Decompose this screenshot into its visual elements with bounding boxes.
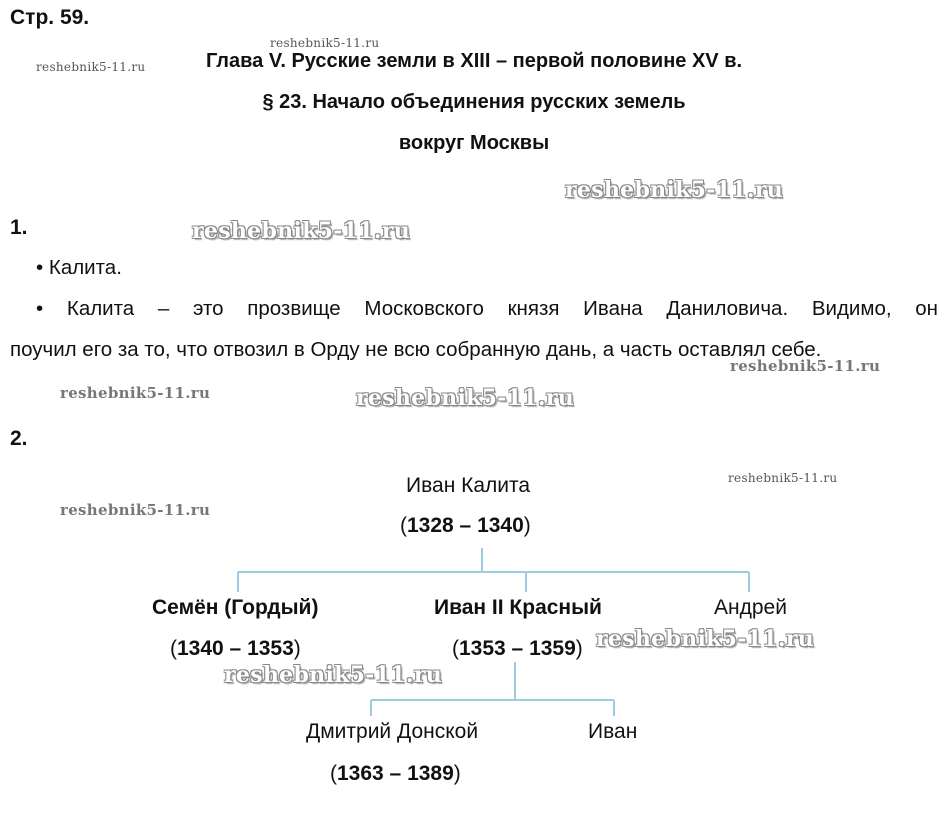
section-title-line1: § 23. Начало объединения русских земель — [262, 91, 686, 113]
watermark: reshebnik5-11.ru — [730, 357, 881, 375]
task1-bullet1: • Калита. — [36, 256, 122, 279]
tree-root-name: Иван Калита — [406, 474, 531, 497]
section-title-line2: вокруг Москвы — [398, 132, 550, 154]
watermark: reshebnik5-11.ru — [728, 471, 838, 485]
tree-grandchild-dmitry-years: (1363 – 1389) — [330, 762, 461, 785]
tree-root-years: (1328 – 1340) — [400, 514, 531, 537]
task1-bullet2-line2: поучил его за то, что отвозил в Орду не всю собранную дань, а часть оставлял себе. — [10, 338, 822, 361]
chapter-title: Глава V. Русские земли в XIII – первой половине XV в. — [205, 50, 743, 72]
watermark: reshebnik5-11.ru — [356, 385, 575, 411]
watermark: reshebnik5-11.ru — [192, 218, 411, 244]
watermark: reshebnik5-11.ru — [60, 501, 211, 519]
task2-number: 2. — [10, 427, 28, 450]
page-label: Стр. 59. — [10, 6, 90, 29]
watermark: reshebnik5-11.ru — [224, 662, 443, 688]
task1-bullet2-line1: • Калита – это прозвище Московского князя Ивана Даниловича. Видимо, он — [36, 297, 938, 320]
tree-grandchild-ivan-name: Иван — [588, 720, 638, 743]
tree-child-andrey-name: Андрей — [714, 596, 787, 619]
watermark: reshebnik5-11.ru — [36, 60, 146, 74]
tree-grandchild-dmitry-name: Дмитрий Донской — [306, 720, 479, 743]
watermark: reshebnik5-11.ru — [270, 36, 380, 50]
task1-number: 1. — [10, 216, 28, 239]
watermark: reshebnik5-11.ru — [60, 384, 211, 402]
tree-child-ivan2-name: Иван II Красный — [434, 596, 602, 619]
watermark: reshebnik5-11.ru — [596, 626, 815, 652]
tree-child-semyon-years: (1340 – 1353) — [170, 637, 301, 660]
watermark: reshebnik5-11.ru — [565, 177, 784, 203]
tree-child-semyon-name: Семён (Гордый) — [152, 596, 319, 619]
tree-child-ivan2-years: (1353 – 1359) — [452, 637, 583, 660]
